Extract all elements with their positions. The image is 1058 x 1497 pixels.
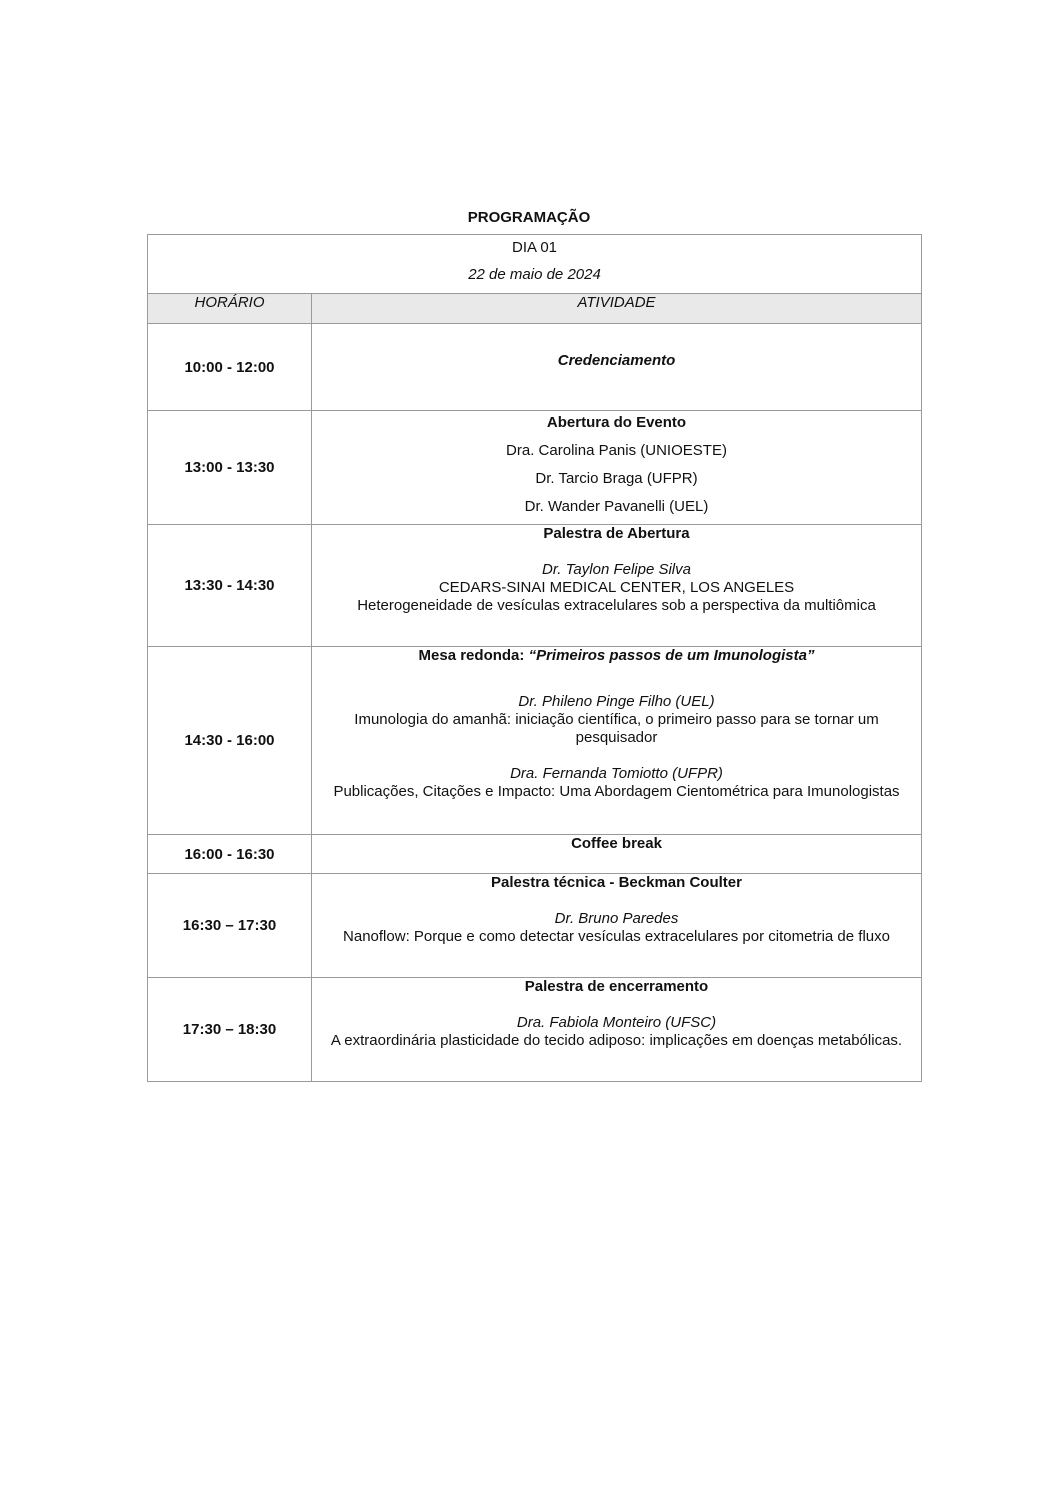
activity-cell xyxy=(312,835,922,874)
table-row xyxy=(148,411,922,525)
table-row xyxy=(148,647,922,835)
day-header-row xyxy=(148,235,922,294)
time-cell: 16:30 – 17:30 xyxy=(148,874,312,978)
speaker-name: Dr. Phileno Pinge Filho (UEL) xyxy=(518,693,715,710)
participant: Dr. Wander Pavanelli (UEL) xyxy=(524,498,709,515)
activity-heading: Palestra de Abertura xyxy=(543,525,690,542)
heading-title: “Primeiros passos de um Imunologista” xyxy=(528,647,815,664)
activity-heading: Palestra técnica - Beckman Coulter xyxy=(491,874,742,891)
talk-title: A extraordinária plasticidade do tecido adiposo: implicações em doenças metabólicas. xyxy=(330,1032,903,1049)
activity-heading: Abertura do Evento xyxy=(546,414,687,431)
time-cell: 16:00 - 16:30 xyxy=(148,835,312,874)
time-cell: 14:30 - 16:00 xyxy=(148,647,312,835)
activity-heading: Palestra de encerramento xyxy=(524,978,709,995)
activity-cell xyxy=(312,525,922,647)
time-cell: 17:30 – 18:30 xyxy=(148,978,312,1082)
column-header-activity: ATIVIDADE xyxy=(312,294,922,324)
activity-heading xyxy=(324,647,909,665)
table-row xyxy=(148,874,922,978)
speaker-name: Dr. Bruno Paredes xyxy=(554,910,679,927)
participant: Dra. Carolina Panis (UNIOESTE) xyxy=(506,442,727,459)
speaker-name: Dra. Fabiola Monteiro (UFSC) xyxy=(516,1014,717,1031)
time-cell: 13:30 - 14:30 xyxy=(148,525,312,647)
activity-cell xyxy=(312,647,922,835)
time-cell: 10:00 - 12:00 xyxy=(148,324,312,411)
talk-title: Publicações, Citações e Impacto: Uma Abordagem Cientométrica para Imunologistas xyxy=(333,783,900,800)
day-label: DIA 01 xyxy=(511,239,558,256)
column-header-time: HORÁRIO xyxy=(148,294,312,324)
activity-cell xyxy=(312,874,922,978)
table-row xyxy=(148,978,922,1082)
schedule-table xyxy=(147,234,922,1082)
table-row xyxy=(148,835,922,874)
time-cell: 13:00 - 13:30 xyxy=(148,411,312,525)
talk-title: Nanoflow: Porque e como detectar vesículas extracelulares por citometria de fluxo xyxy=(343,928,890,945)
page-title: PROGRAMAÇÃO xyxy=(467,209,591,226)
activity-cell xyxy=(312,411,922,525)
talk-title: Imunologia do amanhã: iniciação científica, o primeiro passo para se tornar um pesquisador xyxy=(354,711,879,746)
activity-heading: Coffee break xyxy=(571,835,662,852)
speaker-affiliation: CEDARS-SINAI MEDICAL CENTER, LOS ANGELES xyxy=(438,579,795,596)
day-date: 22 de maio de 2024 xyxy=(468,266,601,283)
activity-cell xyxy=(312,978,922,1082)
activity-heading: Credenciamento xyxy=(557,352,676,369)
participant: Dr. Tarcio Braga (UFPR) xyxy=(535,470,698,487)
speaker-name: Dr. Taylon Felipe Silva xyxy=(542,561,691,578)
heading-prefix: Mesa redonda: xyxy=(418,647,529,664)
column-header-row xyxy=(148,294,922,324)
speaker-name: Dra. Fernanda Tomiotto (UFPR) xyxy=(510,765,723,782)
day-header-cell xyxy=(148,235,922,294)
talk-title: Heterogeneidade de vesículas extracelulares sob a perspectiva da multiômica xyxy=(357,597,876,614)
table-row xyxy=(148,525,922,647)
table-row xyxy=(148,324,922,411)
activity-cell xyxy=(312,324,922,411)
